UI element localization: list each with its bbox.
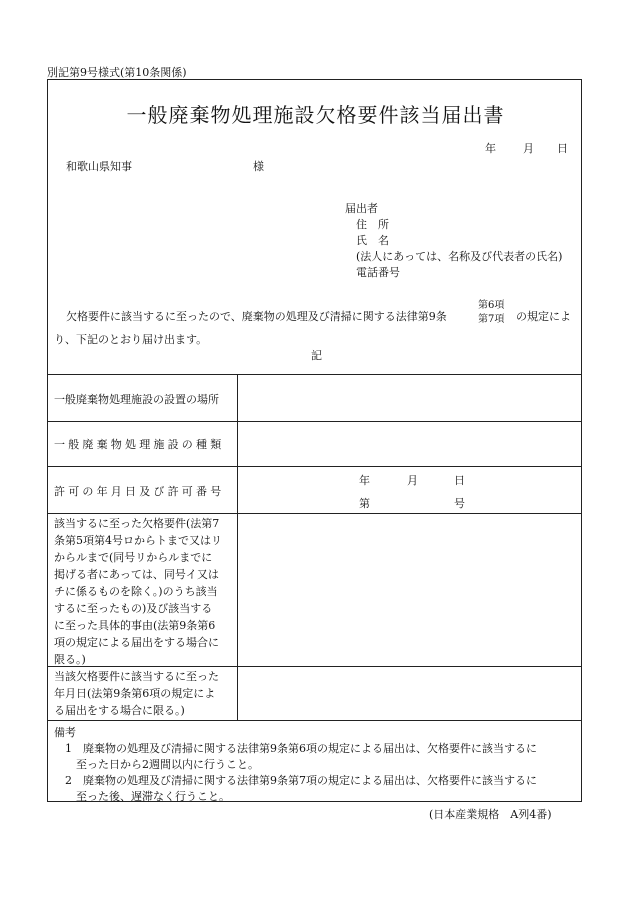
row-label-location: 一般廃棄物処理施設の設置の場所: [54, 393, 219, 406]
table-rule: [48, 466, 581, 467]
applicant-name: 氏 名: [356, 234, 389, 247]
notes-heading: 備考: [54, 726, 76, 739]
row-label-line: からルまで(同号リからルまでに: [54, 551, 213, 564]
row-label-line: に至った具体的事由(法第9条第6: [54, 619, 216, 632]
date-day: 日: [557, 142, 568, 155]
form-label: 別記第9号様式(第10条関係): [47, 66, 187, 79]
date-year: 年: [485, 142, 496, 155]
honorific: 様: [253, 160, 264, 173]
page-title: 一般廃棄物処理施設欠格要件該当届出書: [126, 103, 505, 127]
article-7: 第7項: [478, 314, 505, 325]
applicant-block: [345, 201, 562, 281]
note-line: 至った後、遅滞なく行うこと。: [54, 790, 230, 803]
addressee: 和歌山県知事: [66, 160, 132, 173]
note-line: 至った日から2週間以内に行うこと。: [54, 758, 259, 771]
applicant-address: 住 所: [356, 218, 389, 231]
row-label-line: 項の規定による届出をする場合に: [54, 636, 219, 649]
row-label-disqualification: [54, 515, 234, 668]
body-line-2: り、下記のとおり届け出ます。: [54, 333, 208, 346]
applicant-heading: 届出者: [345, 202, 378, 215]
ki-mark: 記: [311, 349, 322, 362]
permit-day: 日: [454, 474, 465, 487]
row-label-permit: 許可の年月日及び許可番号: [54, 485, 225, 498]
permit-month: 月: [407, 474, 418, 487]
row-label-line: る届出をする場合に限る。): [54, 704, 185, 717]
table-rule: [48, 513, 581, 514]
notes-block: [54, 725, 537, 805]
article-6: 第6項: [478, 300, 505, 311]
row-label-line: 該当するに至った欠格要件(法第7: [54, 517, 220, 530]
note-line: 2 廃棄物の処理及び清掃に関する法律第9条第7項の規定による届出は、欠格要件に該当するに: [54, 774, 537, 787]
row-label-line: 年月日(法第9条第6項の規定によ: [54, 687, 216, 700]
table-rule: [48, 720, 581, 721]
permit-year: 年: [359, 474, 370, 487]
permit-go: 号: [454, 497, 465, 510]
permit-dai: 第: [359, 497, 370, 510]
applicant-corporate-note: (法人にあっては、名称及び代表者の氏名): [356, 250, 563, 263]
table-column-divider: [237, 374, 238, 720]
paper-size-note: (日本産業規格 A列4番): [429, 808, 552, 821]
applicant-phone: 電話番号: [356, 266, 400, 279]
row-label-line: 掲げる者にあっては、同号イ又は: [54, 568, 219, 581]
date-month: 月: [523, 142, 534, 155]
row-label-line: 限る。): [54, 653, 86, 666]
article-options: [478, 299, 504, 327]
table-rule: [48, 421, 581, 422]
body-line-1: 欠格要件に該当するに至ったので、廃棄物の処理及び清掃に関する法律第9条: [66, 310, 447, 323]
row-label-line: するに至ったもの)及び該当する: [54, 602, 213, 615]
table-rule: [48, 374, 581, 375]
row-label-line: チに係るものを除く。)のうち該当: [54, 585, 218, 598]
note-line: 1 廃棄物の処理及び清掃に関する法律第9条第6項の規定による届出は、欠格要件に該当するに: [54, 742, 537, 755]
row-label-line: 条第5項第4号ロからトまで又はリ: [54, 534, 222, 547]
form-frame: [47, 79, 582, 802]
row-label-line: 当該欠格要件に該当するに至った: [54, 670, 219, 683]
body-line-1-end: の規定によ: [516, 310, 571, 323]
row-label-type: 一般廃棄物処理施設の種類: [54, 438, 225, 451]
row-label-date-of-disqualification: [54, 668, 234, 719]
